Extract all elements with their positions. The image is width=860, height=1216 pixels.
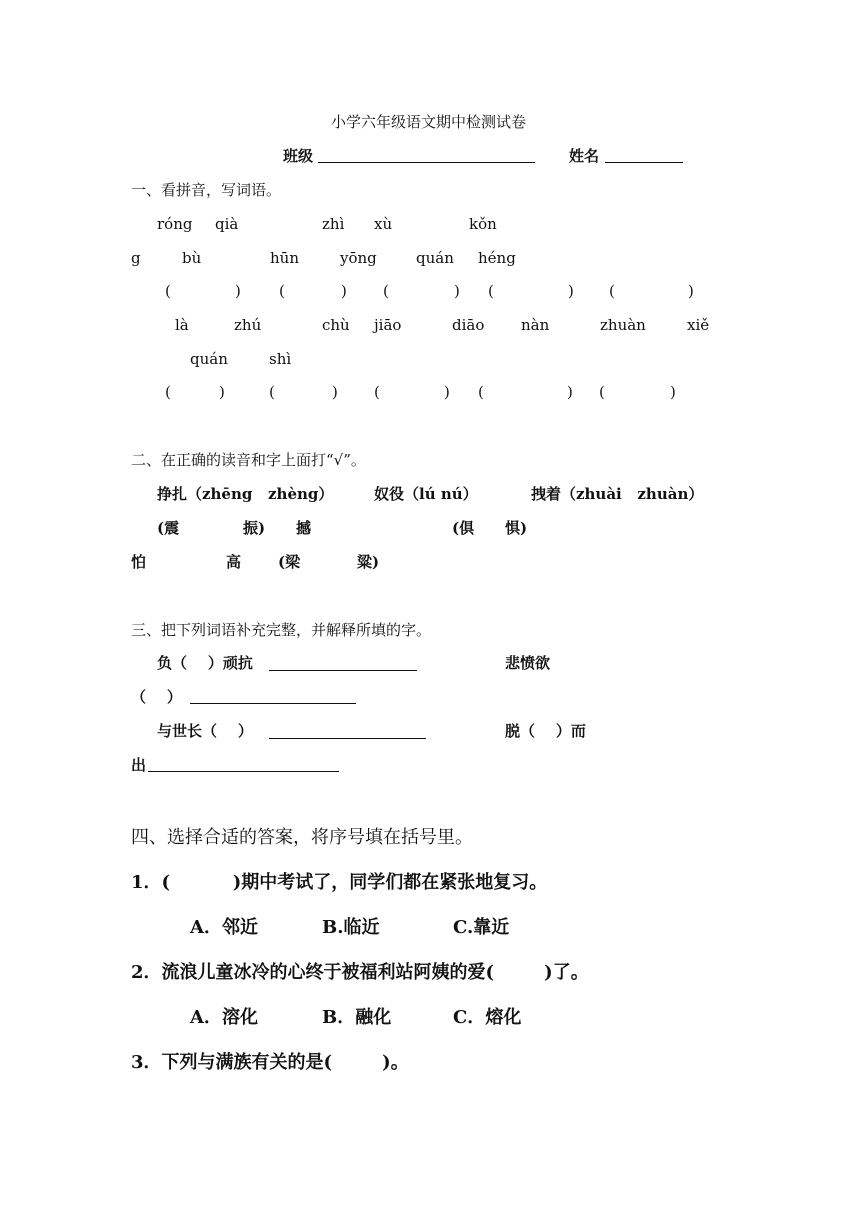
answer-bracket: (	[383, 282, 389, 300]
choice-char: (梁	[278, 553, 301, 571]
pinyin: qià	[215, 215, 239, 233]
pinyin: nàn	[521, 316, 550, 334]
pinyin: quán	[190, 350, 228, 368]
name-label: 姓名	[569, 147, 600, 165]
idiom-item: 悲愤欲	[505, 654, 551, 672]
answer-bracket: (	[374, 383, 380, 401]
answer-bracket: )	[568, 282, 574, 300]
answer-blank[interactable]	[190, 703, 356, 704]
option: B.临近	[322, 917, 380, 938]
section-2-heading: 二、在正确的读音和字上面打“√”。	[131, 451, 366, 469]
pinyin: hūn	[270, 249, 299, 267]
answer-bracket: )	[454, 282, 460, 300]
question-2: 2．流浪儿童冰冷的心终于被福利站阿姨的爱( )了。	[131, 962, 589, 983]
choice-char: 怕	[131, 553, 147, 571]
idiom-item: （ ）	[131, 688, 182, 706]
page-title: 小学六年级语文期中检测试卷	[331, 113, 527, 131]
choice-char: 撼	[296, 519, 312, 537]
answer-bracket: (	[269, 383, 275, 401]
pinyin: chù	[322, 316, 350, 334]
pinyin: shì	[269, 350, 292, 368]
option: B．融化	[322, 1007, 392, 1028]
pinyin: héng	[478, 249, 516, 267]
answer-bracket: )	[235, 282, 241, 300]
choice-item: 拽着（zhuài zhuàn）	[531, 485, 704, 503]
answer-bracket: (	[279, 282, 285, 300]
pinyin: xiě	[687, 316, 710, 334]
answer-bracket: (	[478, 383, 484, 401]
choice-item: 奴役（lú nú）	[374, 485, 478, 503]
option: A．溶化	[190, 1007, 258, 1028]
idiom-item: 出	[131, 756, 147, 774]
choice-char: 振)	[243, 519, 266, 537]
pinyin: quán	[416, 249, 454, 267]
section-1-heading: 一、看拼音，写词语。	[131, 181, 282, 199]
question-3: 3．下列与满族有关的是( )。	[131, 1052, 409, 1073]
answer-bracket: (	[165, 383, 171, 401]
pinyin: g	[131, 249, 141, 267]
answer-bracket: )	[567, 383, 573, 401]
class-blank[interactable]	[318, 162, 535, 163]
answer-bracket: )	[688, 282, 694, 300]
answer-bracket: (	[165, 282, 171, 300]
class-label: 班级	[283, 147, 314, 165]
idiom-item: 与世长（ ）	[157, 722, 253, 740]
option: C.靠近	[453, 917, 510, 938]
answer-bracket: (	[609, 282, 615, 300]
choice-char: (震	[157, 519, 180, 537]
pinyin: xù	[374, 215, 393, 233]
pinyin: zhì	[322, 215, 345, 233]
pinyin: zhú	[234, 316, 262, 334]
answer-blank[interactable]	[269, 738, 426, 739]
answer-bracket: )	[219, 383, 225, 401]
name-blank[interactable]	[605, 162, 683, 163]
question-1: 1．( )期中考试了，同学们都在紧张地复习。	[131, 872, 548, 893]
answer-bracket: )	[341, 282, 347, 300]
choice-char: 粱)	[357, 553, 380, 571]
pinyin: là	[175, 316, 189, 334]
pinyin: diāo	[452, 316, 485, 334]
answer-bracket: )	[332, 383, 338, 401]
pinyin: róng	[157, 215, 193, 233]
choice-char: 惧)	[505, 519, 528, 537]
section-3-heading: 三、把下列词语补充完整，并解释所填的字。	[131, 621, 432, 639]
pinyin: bù	[182, 249, 202, 267]
answer-blank[interactable]	[269, 670, 417, 671]
idiom-item: 脱（ ）而	[505, 722, 586, 740]
answer-blank[interactable]	[148, 771, 339, 772]
pinyin: kǒn	[469, 215, 497, 233]
answer-bracket: )	[444, 383, 450, 401]
choice-char: 高	[226, 553, 242, 571]
option: A．邻近	[190, 917, 258, 938]
section-4-heading: 四、选择合适的答案，将序号填在括号里。	[131, 827, 473, 848]
idiom-item: 负（ ）顽抗	[157, 654, 253, 672]
choice-item: 挣扎（zhēng zhèng）	[157, 485, 334, 503]
answer-bracket: (	[599, 383, 605, 401]
pinyin: jiāo	[374, 316, 402, 334]
answer-bracket: )	[670, 383, 676, 401]
choice-char: (俱	[452, 519, 475, 537]
option: C．熔化	[453, 1007, 522, 1028]
pinyin: zhuàn	[600, 316, 646, 334]
pinyin: yōng	[340, 249, 377, 267]
answer-bracket: (	[488, 282, 494, 300]
